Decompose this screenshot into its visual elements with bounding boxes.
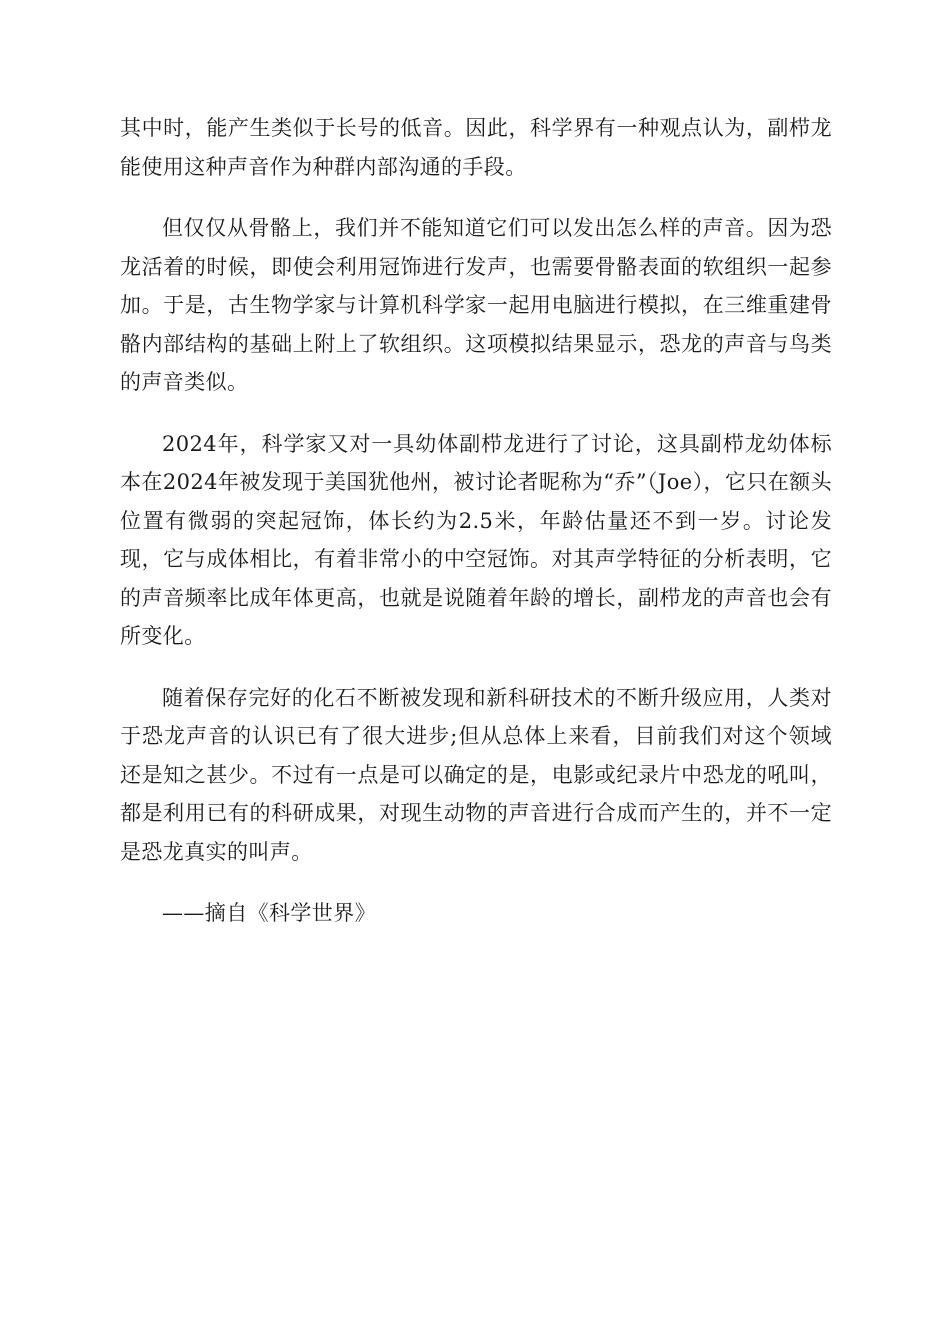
- paragraph-juvenile-joe: 2024年，科学家又对一具幼体副栉龙进行了讨论，这具副栉龙幼体标本在2024年被发现于美国犹他州，被讨论者昵称为“乔”（Joe），它只在额头位置有微弱的突起冠饰，体长约为2.5米，年龄估量还不到一岁。讨论发现，它与成体相比，有着非常小的中空冠饰。对其声学特征的分析表明，它的声音频率比成年体更高，也就是说随着年龄的增长，副栉龙的声音也会有所变化。: [120, 431, 832, 648]
- paragraph-continuation: 其中时，能产生类似于长号的低音。因此，科学界有一种观点认为，副栉龙能使用这种声音作为种群内部沟通的手段。: [120, 116, 832, 179]
- paragraph-skeleton-simulation: 但仅仅从骨骼上，我们并不能知道它们可以发出怎么样的声音。因为恐龙活着的时候，即使会利用冠饰进行发声，也需要骨骼表面的软组织一起参加。于是，古生物学家与计算机科学家一起用电脑进行模拟，在三维重建骨骼内部结构的基础上附上了软组织。这项模拟结果显示，恐龙的声音与鸟类的声音类似。: [120, 216, 832, 394]
- source-citation: ——摘自《科学世界》: [162, 901, 376, 925]
- document-page: [120, 109, 832, 933]
- paragraph-conclusion: 随着保存完好的化石不断被发现和新科研技术的不断升级应用，人类对于恐龙声音的认识已有了很大进步;但从总体上来看，目前我们对这个领域还是知之甚少。不过有一点是可以确定的是，电影或纪录片中恐龙的吼叫，都是利用已有的科研成果，对现生动物的声音进行合成而产生的，并不一定是恐龙真实的叫声。: [120, 685, 832, 864]
